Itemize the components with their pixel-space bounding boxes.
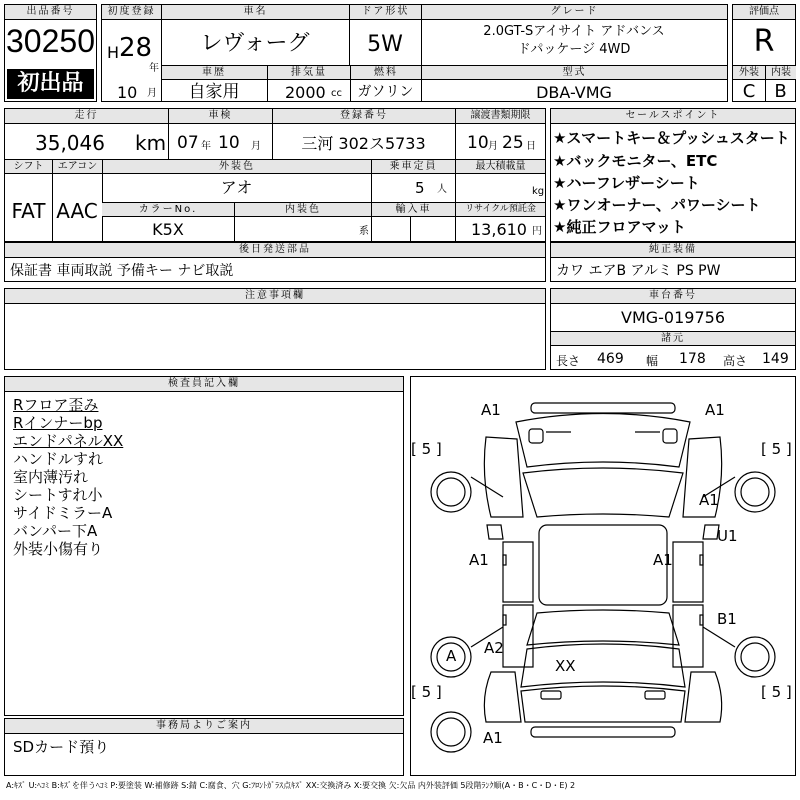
inspector-line: サイドミラーA xyxy=(13,504,113,522)
shift-label: シフト xyxy=(5,160,52,174)
max-load-unit: kg xyxy=(532,186,545,197)
recycle-label: リサイクル預託金 xyxy=(455,203,545,217)
inspector-line: バンパー下A xyxy=(13,522,98,540)
recycle-unit: 円 xyxy=(532,226,542,237)
score-value: R xyxy=(753,24,775,59)
first-listing-text: 初出品 xyxy=(17,71,84,96)
inspector-line: 室内薄汚れ xyxy=(13,468,89,486)
inspector-line: 外装小傷有り xyxy=(13,540,104,558)
int-color-unit: 系 xyxy=(359,226,369,237)
insp-year: 07 xyxy=(177,133,199,153)
equipment-value: カワ エアB アルミ PS PW xyxy=(556,263,721,279)
reg-label: 登録番号 xyxy=(272,109,455,124)
mark-u1: U1 xyxy=(717,527,738,545)
sales-points-box xyxy=(550,108,796,242)
transfer-month: 10 xyxy=(467,133,489,153)
history-label: 車歴 xyxy=(161,66,267,80)
mileage-unit: km xyxy=(135,131,167,155)
mark-a2: A2 xyxy=(484,639,504,657)
legend: A:ｷｽﾞ U:ﾍｺﾐ B:ｷｽﾞを伴うﾍｺﾐ P:要塗装 W:補修跡 S:錆 C:腐食、穴 G:ﾌﾛﾝﾄｶﾞﾗｽ点ｷｽﾞ XX:交換済み X:要交換 欠:欠品 内外装評価 5段階ﾗﾝｸ順(A・B・C・D・E) 2 xyxy=(6,781,576,790)
inspector-line: Rフロア歪み xyxy=(13,396,99,414)
fuel-value: ガソリン xyxy=(357,84,414,100)
ext-color-value: アオ xyxy=(220,178,253,197)
ext-color-label: 外装色 xyxy=(102,160,371,174)
header-grid xyxy=(101,4,728,102)
displacement-value: 2000 xyxy=(285,83,326,102)
length-label: 長さ xyxy=(556,354,581,368)
era: H xyxy=(107,43,120,62)
first-listing-badge xyxy=(7,69,94,99)
history-value: 自家用 xyxy=(188,82,240,102)
interior-grade: B xyxy=(774,81,787,102)
insp-month: 10 xyxy=(218,133,240,153)
later-items-title: 後日発送部品 xyxy=(5,243,545,258)
door-label: ドア形状 xyxy=(349,5,421,20)
height-value: 149 xyxy=(762,351,789,367)
ac-value: AAC xyxy=(56,199,98,223)
sales-point: ★純正フロアマット xyxy=(553,218,686,236)
mark-a1-right: A1 xyxy=(699,491,719,509)
grade-line2: ドパッケージ 4WD xyxy=(517,42,631,57)
fuel-label: 燃料 xyxy=(350,66,421,80)
capacity-unit: 人 xyxy=(437,184,447,195)
transfer-day: 25 xyxy=(502,133,524,153)
lot-number: 30250 xyxy=(6,23,95,59)
office-value: SDカード預り xyxy=(13,738,110,756)
chassis-title: 車台番号 xyxy=(551,289,795,304)
mark-a1-bottom: A1 xyxy=(483,729,503,747)
lot-box xyxy=(4,4,97,102)
month: 10 xyxy=(117,83,138,102)
transfer-month-unit: 月 xyxy=(488,141,498,152)
mark-five-top-left: [ 5 ] xyxy=(411,440,442,458)
displacement-label: 排気量 xyxy=(267,66,350,80)
office-box xyxy=(4,718,404,776)
equipment-title: 純正装備 xyxy=(551,243,795,258)
specs-title: 諸元 xyxy=(551,331,795,346)
insp-year-unit: 年 xyxy=(201,141,211,152)
later-items-value: 保証書 車両取説 予備キー ナビ取説 xyxy=(10,263,234,279)
mark-a1-top-right: A1 xyxy=(705,401,725,419)
mark-five-bottom-left: [ 5 ] xyxy=(411,683,442,701)
score-box xyxy=(732,4,796,102)
inspector-line: ハンドルすれ xyxy=(13,450,104,468)
exterior-label: 外装 xyxy=(733,66,765,80)
model-label: 型式 xyxy=(421,66,727,80)
displacement-unit: cc xyxy=(331,88,342,99)
notes-box xyxy=(4,288,546,370)
sales-point: ★スマートキー＆プッシュスタート xyxy=(553,129,790,147)
grade-line1: 2.0GT-Sアイサイト アドバンス xyxy=(483,24,665,39)
car-diagram-box xyxy=(410,376,796,776)
sales-point: ★バックモニター、ETC xyxy=(553,152,718,170)
transfer-label: 譲渡書類期限 xyxy=(455,109,545,124)
length-value: 469 xyxy=(597,351,624,367)
lot-label: 出品番号 xyxy=(5,5,96,20)
car-name: レヴォーグ xyxy=(200,31,310,56)
mark-a-circle: A xyxy=(446,647,457,665)
reg-number: 三河 302ス5733 xyxy=(301,134,426,153)
shift-value: FAT xyxy=(11,199,46,223)
transfer-day-unit: 日 xyxy=(526,141,536,152)
import-label: 輸入車 xyxy=(371,203,455,217)
capacity-value: 5 xyxy=(415,179,425,197)
mark-xx: XX xyxy=(555,657,576,675)
width-label: 幅 xyxy=(646,354,659,368)
notes-title: 注意事項欄 xyxy=(5,289,545,304)
mark-a1-mid: A1 xyxy=(653,551,673,569)
recycle-value: 13,610 xyxy=(471,220,527,239)
later-items-box xyxy=(4,242,546,282)
mileage-value: 35,046 xyxy=(35,131,105,155)
exterior-grade: C xyxy=(742,81,756,102)
month-unit: 月 xyxy=(147,88,157,99)
capacity-label: 乗車定員 xyxy=(371,160,455,174)
color-no-label: カラーNo. xyxy=(102,203,234,217)
width-value: 178 xyxy=(679,351,706,367)
sales-title: セールスポイント xyxy=(551,109,795,124)
inspection-label: 車検 xyxy=(168,109,272,124)
door-value: 5W xyxy=(367,32,403,57)
year-unit: 年 xyxy=(149,63,159,74)
car-diagram xyxy=(411,377,795,775)
inspector-box xyxy=(4,376,404,716)
color-no-value: K5X xyxy=(152,220,184,239)
grade-label: グレード xyxy=(421,5,727,20)
interior-label: 内装 xyxy=(765,66,796,80)
insp-month-unit: 月 xyxy=(251,141,261,152)
inspector-line: エンドパネルXX xyxy=(13,432,124,450)
chassis-value: VMG-019756 xyxy=(621,308,725,327)
max-load-label: 最大積載量 xyxy=(455,160,545,174)
height-label: 高さ xyxy=(723,354,748,368)
mark-b1: B1 xyxy=(717,610,737,628)
inspector-line: シートすれ小 xyxy=(13,486,103,504)
year: 28 xyxy=(119,33,153,63)
inspector-line: Rインナーbp xyxy=(13,414,103,432)
mark-a1-top-left: A1 xyxy=(481,401,501,419)
equipment-box xyxy=(550,242,796,282)
mark-five-top-right: [ 5 ] xyxy=(761,440,792,458)
sales-point: ★ハーフレザーシート xyxy=(553,174,700,192)
int-color-label: 内装色 xyxy=(234,203,371,217)
first-reg-label: 初度登録 xyxy=(102,5,161,20)
car-name-label: 車名 xyxy=(161,5,349,20)
model-value: DBA-VMG xyxy=(536,83,612,102)
detail-grid xyxy=(4,108,546,242)
mileage-label: 走行 xyxy=(5,109,168,124)
sales-point: ★ワンオーナー、パワーシート xyxy=(553,196,761,214)
mark-five-bottom-right: [ 5 ] xyxy=(761,683,792,701)
mark-a1-left: A1 xyxy=(469,551,489,569)
score-label: 評価点 xyxy=(733,5,795,20)
ac-label: エアコン xyxy=(52,160,102,174)
inspector-title: 検査員記入欄 xyxy=(5,377,403,392)
chassis-box xyxy=(550,288,796,370)
office-title: 事務局よりご案内 xyxy=(5,719,403,734)
